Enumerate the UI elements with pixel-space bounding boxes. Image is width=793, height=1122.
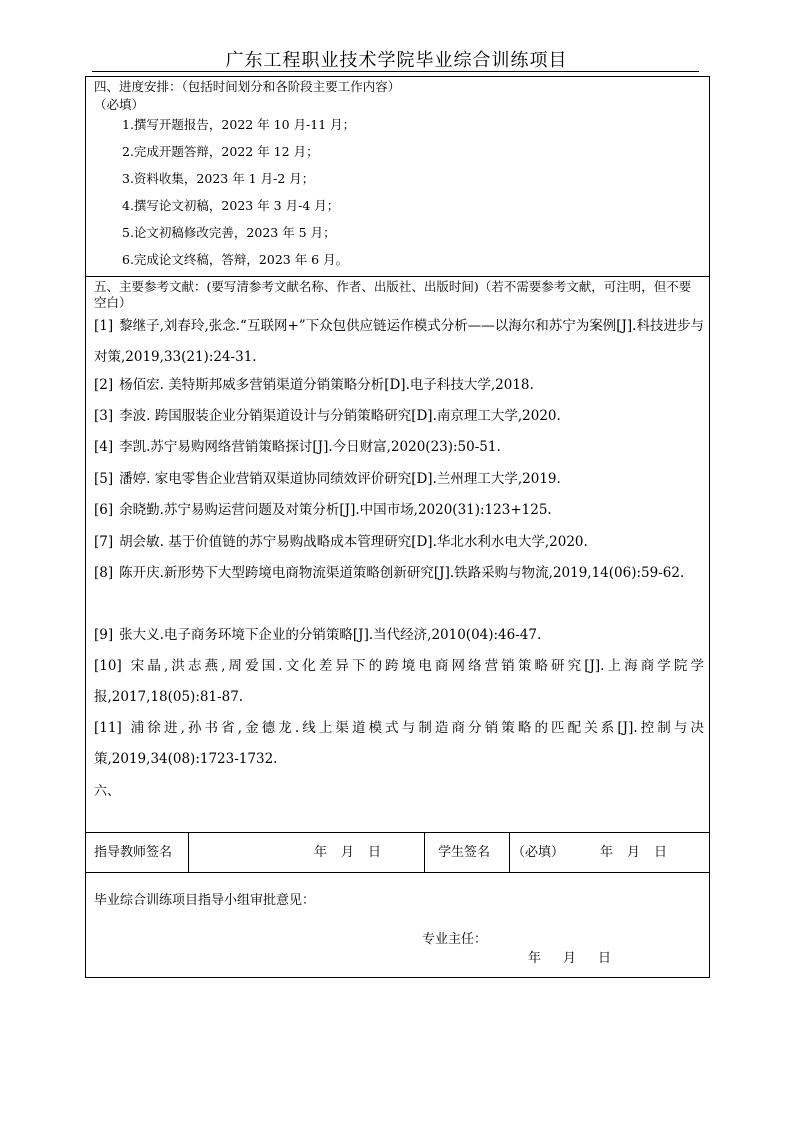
reference-number: [1] <box>94 318 114 334</box>
day-label: 日 <box>654 845 668 860</box>
student-signature-date <box>600 833 667 872</box>
reference-item <box>94 558 704 589</box>
teacher-signature-date <box>314 833 381 872</box>
approval-label: 毕业综合训练项目指导小组审批意见： <box>94 893 316 908</box>
references-heading: 五、主要参考文献：(要写清参考文献名称、作者、出版社、出版时间)（若不需要参考文献，可注明，但不要空白） <box>94 279 692 310</box>
reference-text: 黎继子,刘春玲,张念.“互联网+”下众包供应链运作模式分析——以海尔和苏宁为案例[J].科技进步与对策,2019,33(21):24-31. <box>94 318 704 365</box>
month-label: 月 <box>627 845 641 860</box>
student-signature-label: 学生签名 <box>438 845 491 860</box>
reference-item <box>94 495 704 526</box>
day-label: 日 <box>368 845 382 860</box>
reference-item <box>94 464 704 495</box>
reference-number: [3] <box>94 408 114 424</box>
teacher-signature-label: 指导教师签名 <box>94 845 173 860</box>
schedule-heading: 四、进度安排：（包括时间划分和各阶段主要工作内容） <box>94 79 401 94</box>
reference-number: [7] <box>94 534 114 550</box>
reference-number: [4] <box>94 439 114 455</box>
reference-number: [2] <box>94 377 114 393</box>
reference-text: 潘婷. 家电零售企业营销双渠道协同绩效评价研究[D].兰州理工大学,2019. <box>119 471 561 487</box>
month-label: 月 <box>341 845 355 860</box>
reference-text: 张大义.电子商务环境下企业的分销策略[J].当代经济,2010(04):46-47. <box>119 627 542 643</box>
reference-number: [11] <box>94 720 122 736</box>
reference-text: 陈开庆.新形势下大型跨境电商物流渠道策略创新研究[J].铁路采购与物流,2019,14(06):59-62. <box>119 565 685 581</box>
cell-divider <box>509 833 510 872</box>
section-six-heading: 六、 <box>94 784 121 799</box>
references-section <box>85 276 710 833</box>
reference-number: [8] <box>94 565 114 581</box>
reference-item <box>94 527 704 558</box>
reference-item <box>94 620 704 651</box>
reference-number: [9] <box>94 627 114 643</box>
reference-text: 浦徐进,孙书省,金德龙.线上渠道模式与制造商分销策略的匹配关系[J].控制与决策,2019,34(08):1723-1732. <box>94 720 704 767</box>
year-label: 年 <box>528 951 542 966</box>
reference-text: 胡会敏. 基于价值链的苏宁易购战略成本管理研究[D].华北水利水电大学,2020. <box>119 534 588 550</box>
signature-row <box>85 832 710 873</box>
reference-text: 李凯.苏宁易购网络营销策略探讨[J].今日财富,2020(23):50-51. <box>119 439 501 455</box>
month-label: 月 <box>563 951 577 966</box>
header-rule <box>92 71 699 72</box>
student-required-note: （必填） <box>512 845 565 860</box>
reference-item <box>94 401 704 432</box>
reference-item <box>94 311 704 373</box>
schedule-item: 5.论文初稿修改完善，2023 年 5 月； <box>122 225 336 240</box>
director-label: 专业主任： <box>422 932 488 947</box>
approval-section <box>85 872 710 978</box>
year-label: 年 <box>314 845 328 860</box>
reference-text: 李波. 跨国服装企业分销渠道设计与分销策略研究[D].南京理工大学,2020. <box>119 408 561 424</box>
approval-date <box>528 947 611 966</box>
reference-item <box>94 432 704 463</box>
reference-item <box>94 370 704 401</box>
schedule-required-note: （必填） <box>94 97 145 112</box>
cell-divider <box>188 833 189 872</box>
reference-text: 宋晶,洪志燕,周爱国.文化差异下的跨境电商网络营销策略研究[J].上海商学院学报,2017,18(05):81-87. <box>94 658 704 705</box>
reference-text: 余晓勤.苏宁易购运营问题及对策分析[J].中国市场,2020(31):123+125. <box>119 502 552 518</box>
day-label: 日 <box>598 951 612 966</box>
cell-divider <box>424 833 425 872</box>
reference-text: 杨佰宏. 美特斯邦威多营销渠道分销策略分析[D].电子科技大学,2018. <box>119 377 534 393</box>
reference-item <box>94 713 704 775</box>
schedule-item: 2.完成开题答辩，2022 年 12 月； <box>122 144 319 159</box>
schedule-item: 4.撰写论文初稿，2023 年 3 月-4 月； <box>122 198 340 213</box>
reference-number: [10] <box>94 658 122 674</box>
schedule-item: 6.完成论文终稿，答辩，2023 年 6 月。 <box>122 252 349 267</box>
reference-item <box>94 651 704 713</box>
schedule-item: 3.资料收集，2023 年 1 月-2 月； <box>122 171 315 186</box>
schedule-item: 1.撰写开题报告，2022 年 10 月-11 月； <box>122 117 356 132</box>
reference-number: [5] <box>94 471 114 487</box>
reference-number: [6] <box>94 502 114 518</box>
year-label: 年 <box>600 845 614 860</box>
schedule-section <box>85 76 710 277</box>
page-header-title: 广东工程职业技术学院毕业综合训练项目 <box>225 50 568 71</box>
